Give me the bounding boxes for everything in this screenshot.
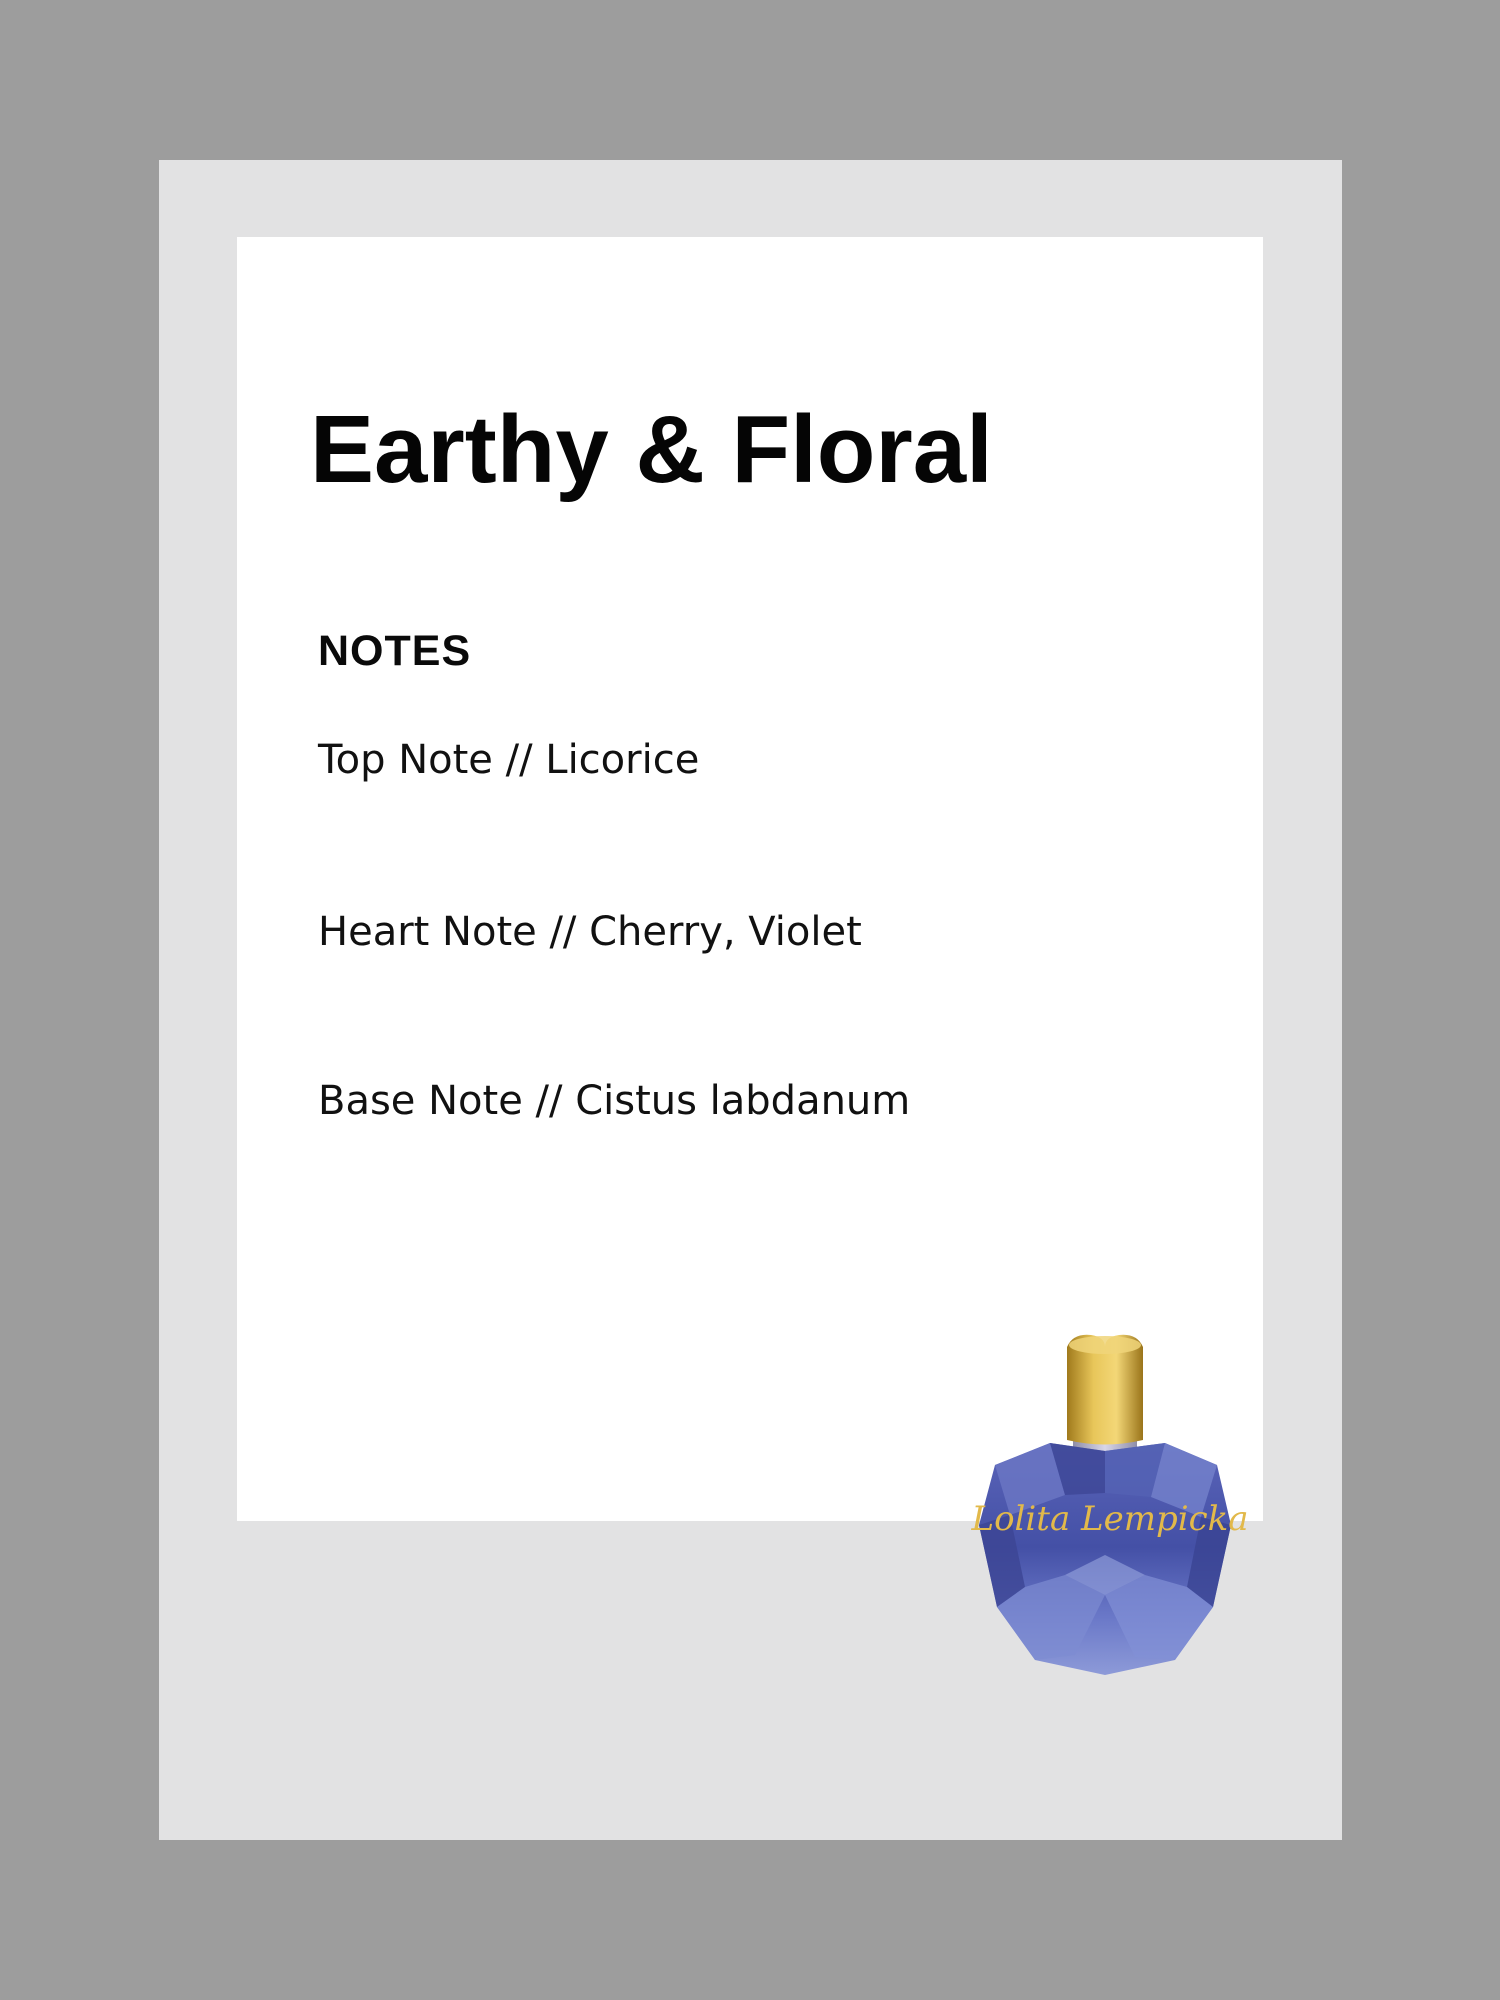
heart-note: Heart Note // Cherry, Violet [318,909,862,955]
top-note: Top Note // Licorice [318,737,700,783]
page-title: Earthy & Floral [310,396,993,503]
notes-heading: NOTES [318,627,472,675]
perfume-bottle-icon [955,1325,1255,1685]
base-note: Base Note // Cistus labdanum [318,1078,911,1124]
bottle-script-label: Lolita Lempicka [971,1499,1249,1539]
